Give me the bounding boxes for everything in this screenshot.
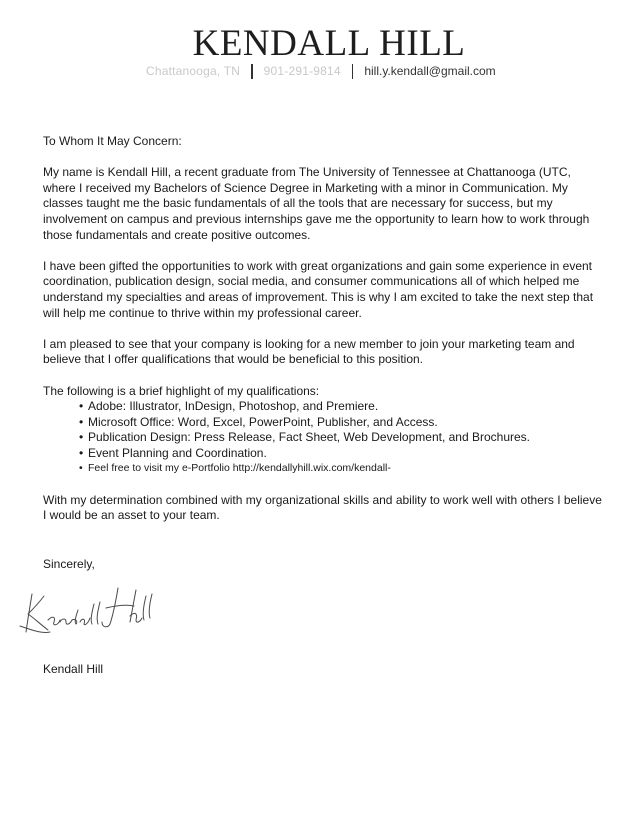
list-item-text: Adobe: Illustrator, InDesign, Photoshop, and Premiere. [88,399,379,414]
signed-name: Kendall Hill [43,662,104,676]
bullet-icon: • [79,399,84,414]
letter-body [43,134,603,539]
list-item [79,399,603,415]
handwritten-signature [18,582,158,644]
paragraph-interest: I am pleased to see that your company is looking for a new member to join your marketing team and believe that I offer qualifications that would be beneficial to this position. [43,336,575,367]
contact-location: Chattanooga, TN [146,64,241,78]
contact-email: hill.y.kendall@gmail.com [364,64,496,78]
paragraph-intro: My name is Kendall Hill, a recent graduate from The University of Tennessee at Chattanooga (UTC, where I received my Bachelors of Science Degree in Marketing with a minor in Communication. My classes taught me the basic fundamentals of all the tools that are necessary for success, but my involvement on campus and previous internships gave me the opportunity to learn how to work through those fundamentals and create positive outcomes. [43,165,590,242]
bullet-icon: • [79,445,84,460]
list-item-text: Publication Design: Press Release, Fact Sheet, Web Development, and Brochures. [88,430,531,445]
list-item-portfolio [79,461,603,477]
bullet-icon: • [79,414,84,429]
highlight-intro: The following is a brief highlight of my qualifications: [43,383,320,398]
list-item [79,415,603,431]
contact-phone: 901-291-9814 [263,64,341,78]
bullet-icon: • [79,462,83,475]
contact-divider [352,64,354,79]
paragraph-closing-statement: With my determination combined with my organizational skills and ability to work well with others I believe I would be an asset to your team. [43,492,602,523]
list-item-text: Event Planning and Coordination. [88,445,267,460]
bullet-icon: • [79,430,84,445]
closing: Sincerely, [43,557,95,571]
list-item-text: Microsoft Office: Word, Excel, PowerPoint, Publisher, and Access. [88,414,438,429]
list-item [79,430,603,446]
contact-divider [251,64,253,79]
contact-line [146,62,496,80]
paragraph-experience: I have been gifted the opportunities to work with great organizations and gain some experience in event coordination, publication design, social media, and consumer communications all of which helped me understand my specialties and areas of improvement. This is why I am excited to take the next step that will help me continue to thrive within my professional career. [43,258,594,320]
salutation: To Whom It May Concern: [43,134,182,148]
qualifications-list [43,399,603,477]
list-item [79,446,603,462]
portfolio-text: Feel free to visit my e-Portfolio http://kendallyhill.wix.com/kendall- [88,462,391,475]
applicant-name: KENDALL HILL [192,23,466,64]
